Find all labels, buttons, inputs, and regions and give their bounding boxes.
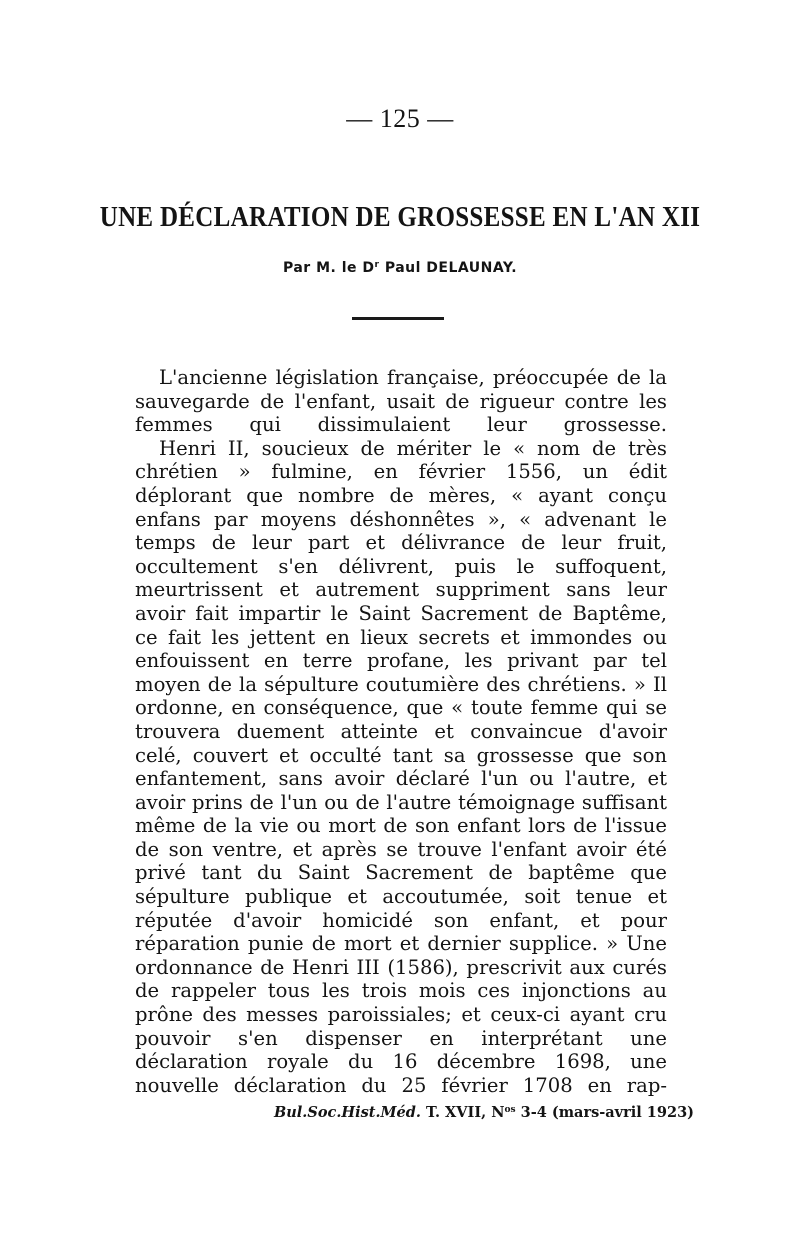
author-prefix: Par M. le D xyxy=(282,260,375,276)
author-name: Paul DELAUNAY. xyxy=(384,260,518,276)
issue-date: 3-4 (mars-avril 1923) xyxy=(520,1104,695,1121)
citation-footer xyxy=(274,1104,695,1121)
journal-name: Bul.Soc.Hist.Méd. xyxy=(274,1104,421,1121)
author-line xyxy=(0,260,800,276)
paragraph-2: Henri II, soucieux de mériter le « nom de très chrétien » fulmine, en février 1556, un édit déplorant que nombre de mères, « ayant conçu enfans par moyens déshonnêtes », « advenant le temps de leur part et délivrance de leur fruit, occultement s'en délivrent, puis le suffoquent, meurtrissent et autrement suppriment sans leur avoir fait impartir le Saint Sacrement de Baptême, ce fait les jettent en lieux secrets et immondes ou enfouissent en terre profane, les privant par tel moyen de la sépulture coutumière des chrétiens. » Il ordonne, en conséquence, que « toute femme qui se trouvera duement atteinte et convaincue d'avoir celé, couvert et occulté tant sa grossesse que son enfantement, sans avoir déclaré l'un ou l'autre, et avoir prins de l'un ou de l'autre témoignage suffisant même de la vie ou mort de son enfant lors de l'issue de son ventre, et après se trouve l'enfant avoir été privé tant du Saint Sacrement de baptême que sépulture publique et accoutumée, soit tenue et réputée d'avoir homicidé son enfant, et pour réparation punie de mort et dernier supplice. » Une ordonnance de Henri III (1586), prescrivit aux curés de rappeler tous les trois mois ces injonctions au prône des messes paroissiales; et ceux-ci ayant cru pouvoir s'en dispenser en interprétant une déclaration royale du 16 décembre 1698, une nouvelle déclaration du 25 février 1708 en rap- xyxy=(135,436,667,1097)
page-number: — 125 — xyxy=(346,104,454,133)
title-divider xyxy=(352,317,444,320)
paragraph-1: L'ancienne législation française, préoccupée de la sauvegarde de l'enfant, usait de rigueur contre les femmes qui dissimulaient leur grossesse. xyxy=(135,366,667,437)
article-body xyxy=(135,366,667,1097)
author-title-sup: r xyxy=(374,260,380,270)
number-sup: os xyxy=(504,1105,516,1115)
volume-number: T. XVII, N xyxy=(426,1104,505,1121)
article-title: UNE DÉCLARATION DE GROSSESSE EN L'AN XII xyxy=(99,202,701,233)
